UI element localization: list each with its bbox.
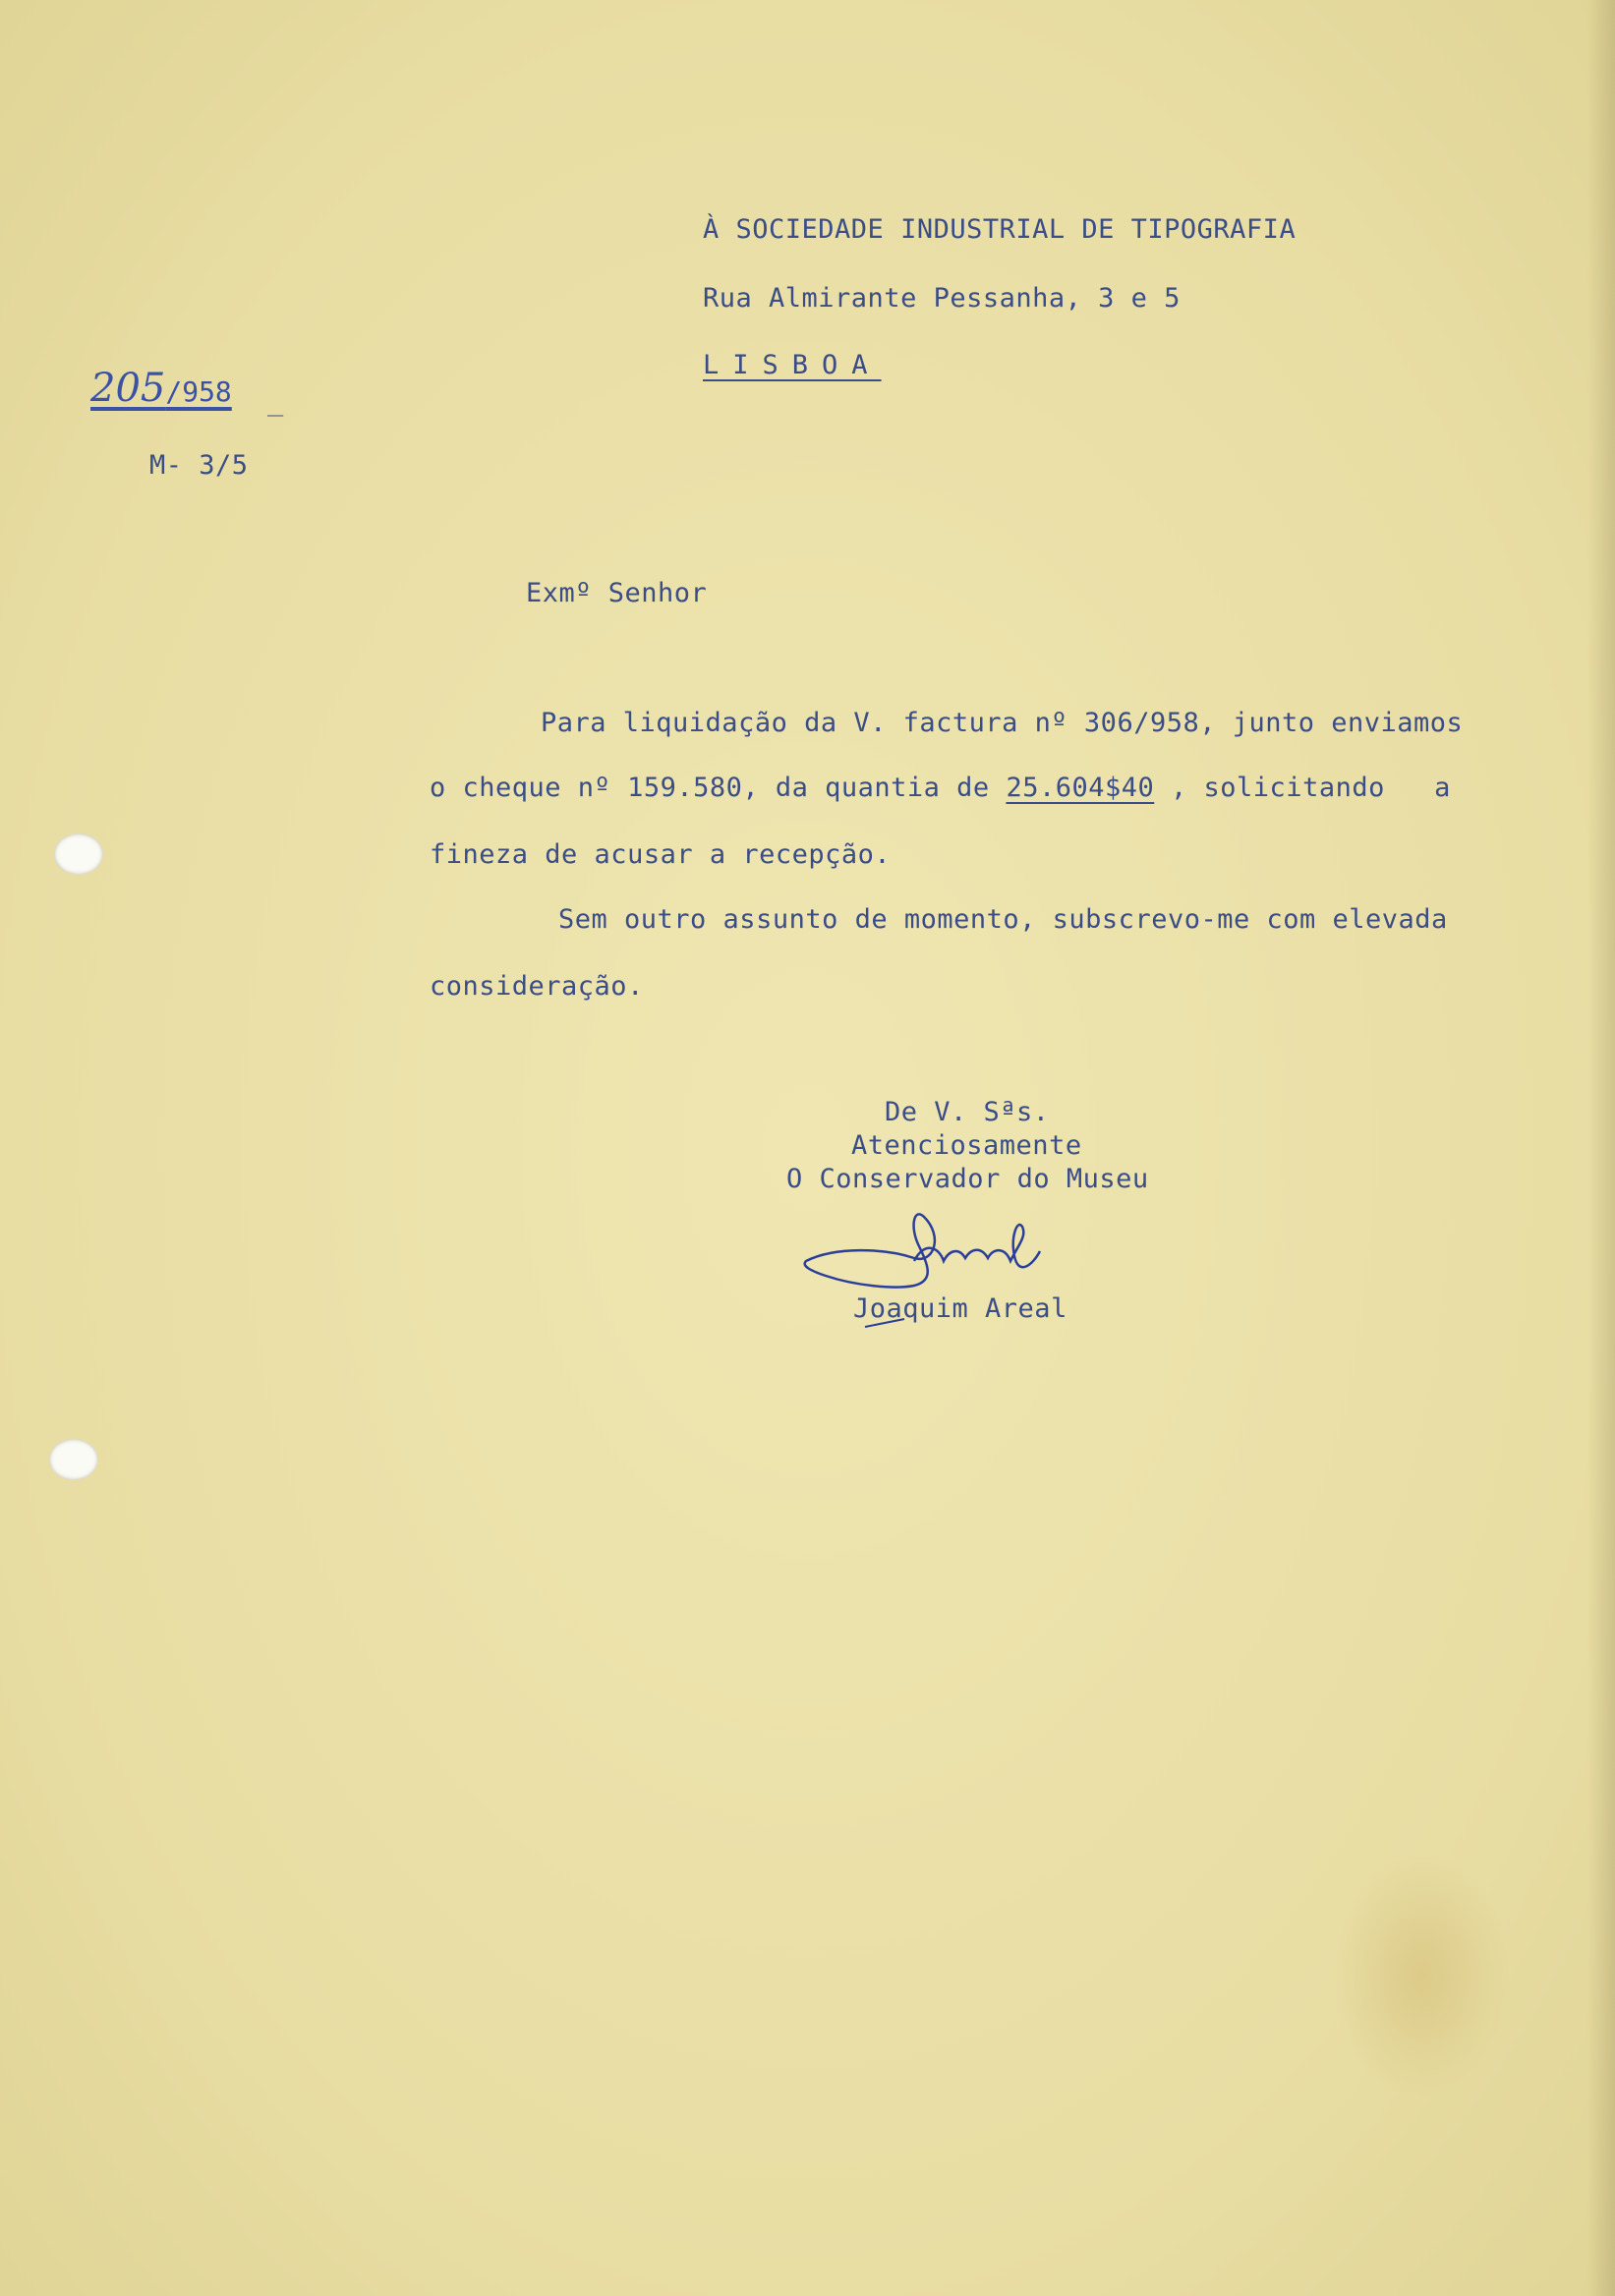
recipient-name: À SOCIEDADE INDUSTRIAL DE TIPOGRAFIA — [703, 214, 1297, 245]
body-paragraph-1-line-3: fineza de acusar a recepção. — [430, 839, 892, 870]
body-paragraph-2-line-2: consideração. — [430, 971, 644, 1002]
body-requesting-text: , solicitando a — [1154, 773, 1451, 803]
closing-line-2: Atenciosamente — [851, 1130, 1082, 1161]
body-paragraph-1-line-2 — [430, 773, 1451, 803]
reference-handwritten-number: 205 — [90, 366, 166, 411]
body-cheque-text: o cheque nº 159.580, da quantia de — [430, 773, 1007, 803]
reference-dash: _ — [267, 386, 284, 417]
reference-number — [90, 366, 232, 411]
punch-hole-top — [54, 833, 103, 875]
reference-year: /958 — [165, 375, 232, 408]
closing-line-1: De V. Sªs. — [885, 1097, 1050, 1127]
recipient-street: Rua Almirante Pessanha, 3 e 5 — [703, 283, 1181, 314]
cheque-amount: 25.604$40 — [1006, 773, 1155, 803]
reference-code: M- 3/5 — [149, 450, 249, 481]
body-paragraph-1-line-1: Para liquidação da V. factura nº 306/958, junto enviamos — [541, 708, 1464, 738]
punch-hole-bottom — [49, 1439, 98, 1480]
body-paragraph-2-line-1: Sem outro assunto de momento, subscrevo-me com elevada — [558, 904, 1448, 935]
signatory-name: Joaquim Areal — [853, 1293, 1067, 1324]
salutation: Exmº Senhor — [526, 578, 708, 608]
closing-line-3: O Conservador do Museu — [786, 1164, 1149, 1194]
recipient-city: LISBOA — [703, 350, 882, 380]
